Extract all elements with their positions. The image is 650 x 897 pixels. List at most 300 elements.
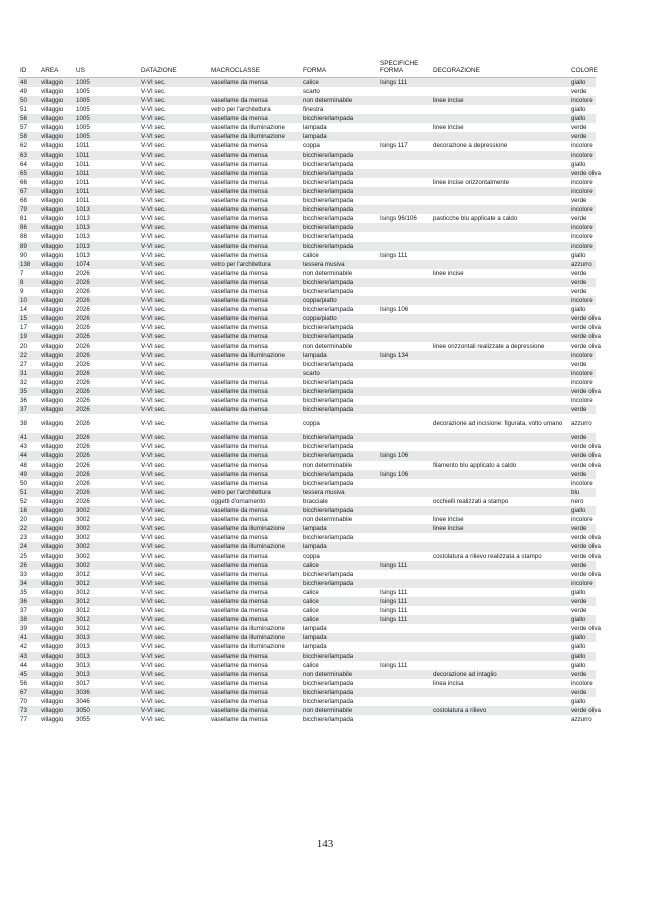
cell-forma: bicchiere/lampada [301, 305, 378, 314]
cell-us: 1005 [74, 77, 139, 87]
table-row [18, 351, 596, 360]
cell-macroclasse: vasellame da mensa [209, 688, 301, 697]
table-row [18, 461, 596, 470]
table-row [18, 442, 596, 451]
cell-id: 34 [18, 579, 39, 588]
cell-macroclasse: vasellame da illuminazione [209, 524, 301, 533]
cell-datazione: V-VI sec. [139, 305, 209, 314]
cell-specifiche-forma [378, 624, 431, 633]
cell-id: 56 [18, 679, 39, 688]
cell-us: 2026 [74, 497, 139, 506]
cell-datazione: V-VI sec. [139, 269, 209, 278]
cell-decorazione [431, 205, 569, 214]
cell-colore: giallo [569, 114, 596, 123]
cell-datazione: V-VI sec. [139, 414, 209, 433]
cell-forma: bicchiere/lampada [301, 688, 378, 697]
cell-area: villaggio [39, 461, 74, 470]
cell-forma: bicchiere/lampada [301, 405, 378, 414]
cell-id: 15 [18, 314, 39, 323]
cell-datazione: V-VI sec. [139, 232, 209, 241]
cell-area: villaggio [39, 697, 74, 706]
table-row [18, 506, 596, 515]
cell-id: 49 [18, 87, 39, 96]
cell-colore: verde oliva [571, 552, 601, 560]
cell-colore: verde [569, 87, 596, 96]
cell-datazione: V-VI sec. [139, 223, 209, 232]
cell-specifiche-forma [378, 242, 431, 251]
table-row [18, 670, 596, 679]
cell-id: 10 [18, 296, 39, 305]
cell-specifiche-forma [378, 132, 431, 141]
cell-specifiche-forma [378, 433, 431, 442]
cell-datazione: V-VI sec. [139, 461, 209, 470]
cell-forma: non determinabile [301, 670, 378, 679]
cell-forma: coppa/piatto [301, 296, 378, 305]
cell-colore: verde oliva [571, 169, 601, 177]
cell-macroclasse: vasellame da mensa [209, 579, 301, 588]
cell-forma: non determinabile [301, 342, 378, 351]
cell-decorazione [431, 160, 569, 169]
cell-macroclasse: vasellame da mensa [209, 697, 301, 706]
cell-decorazione [431, 442, 569, 451]
cell-area: villaggio [39, 305, 74, 314]
cell-forma: bicchiere/lampada [301, 506, 378, 515]
cell-area: villaggio [39, 187, 74, 196]
cell-macroclasse: vasellame da mensa [209, 323, 301, 332]
cell-us: 3013 [74, 670, 139, 679]
cell-id: 64 [18, 160, 39, 169]
cell-specifiche-forma [378, 332, 431, 341]
cell-area: villaggio [39, 251, 74, 260]
cell-decorazione [431, 697, 569, 706]
cell-decorazione [431, 615, 569, 624]
cell-decorazione [431, 242, 569, 251]
cell-macroclasse [209, 87, 301, 96]
cell-datazione: V-VI sec. [139, 77, 209, 87]
cell-specifiche-forma [378, 506, 431, 515]
cell-area: villaggio [39, 351, 74, 360]
cell-us: 1013 [74, 214, 139, 223]
cell-colore: giallo [569, 77, 596, 87]
cell-area: villaggio [39, 606, 74, 615]
cell-specifiche-forma [378, 715, 431, 724]
cell-specifiche-forma [378, 87, 431, 96]
cell-colore: verde [569, 132, 596, 141]
cell-macroclasse: vasellame da mensa [209, 296, 301, 305]
cell-us: 1011 [74, 151, 139, 160]
cell-area: villaggio [39, 588, 74, 597]
cell-specifiche-forma [378, 524, 431, 533]
cell-us: 2026 [74, 369, 139, 378]
cell-forma: calice [301, 606, 378, 615]
cell-specifiche-forma: Isings 106 [378, 305, 431, 314]
table-row [18, 661, 596, 670]
cell-forma: bicchiere/lampada [301, 652, 378, 661]
cell-forma: coppa [301, 414, 378, 433]
cell-datazione: V-VI sec. [139, 642, 209, 651]
cell-us: 1013 [74, 242, 139, 251]
table-row [18, 287, 596, 296]
cell-decorazione [431, 479, 569, 488]
table-row [18, 497, 596, 506]
cell-macroclasse: vasellame da mensa [209, 661, 301, 670]
cell-id: 50 [18, 479, 39, 488]
cell-us: 3050 [74, 706, 139, 715]
cell-id: 20 [18, 515, 39, 524]
cell-datazione: V-VI sec. [139, 87, 209, 96]
cell-macroclasse: vasellame da mensa [209, 433, 301, 442]
cell-area: villaggio [39, 433, 74, 442]
cell-colore: verde oliva [571, 333, 601, 341]
cell-decorazione [431, 77, 569, 87]
cell-macroclasse: vetro per l'architettura [209, 260, 301, 269]
cell-decorazione [431, 642, 569, 651]
cell-colore: giallo [569, 633, 596, 642]
header-area: AREA [39, 60, 74, 77]
cell-us: 1011 [74, 141, 139, 150]
cell-colore: verde oliva [571, 388, 601, 395]
cell-datazione: V-VI sec. [139, 633, 209, 642]
cell-colore: verde [569, 287, 596, 296]
cell-us: 3012 [74, 615, 139, 624]
cell-id: 8 [18, 278, 39, 287]
cell-datazione: V-VI sec. [139, 114, 209, 123]
table-row [18, 387, 596, 396]
cell-datazione: V-VI sec. [139, 205, 209, 214]
cell-decorazione [431, 451, 569, 460]
cell-area: villaggio [39, 196, 74, 205]
cell-macroclasse: vasellame da mensa [209, 652, 301, 661]
cell-datazione: V-VI sec. [139, 260, 209, 269]
cell-us: 2026 [74, 396, 139, 405]
cell-id: 38 [18, 615, 39, 624]
cell-macroclasse: vasellame da mensa [209, 378, 301, 387]
cell-datazione: V-VI sec. [139, 405, 209, 414]
cell-decorazione [431, 369, 569, 378]
table-row [18, 223, 596, 232]
cell-id: 51 [18, 488, 39, 497]
cell-us: 2026 [74, 461, 139, 470]
page-number: 143 [316, 838, 334, 850]
cell-datazione: V-VI sec. [139, 506, 209, 515]
cell-datazione: V-VI sec. [139, 351, 209, 360]
cell-us: 1011 [74, 187, 139, 196]
cell-forma: bracciale [301, 497, 378, 506]
cell-forma: bicchiere/lampada [301, 169, 378, 178]
cell-area: villaggio [39, 278, 74, 287]
cell-forma: bicchiere/lampada [301, 387, 378, 396]
cell-decorazione [431, 132, 569, 141]
cell-colore: verde [569, 606, 596, 615]
cell-datazione: V-VI sec. [139, 697, 209, 706]
table-row [18, 296, 596, 305]
table-row [18, 561, 596, 570]
cell-id: 65 [18, 169, 39, 178]
glass-finds-table [18, 60, 601, 724]
cell-datazione: V-VI sec. [139, 378, 209, 387]
cell-id: 89 [18, 242, 39, 251]
cell-us: 3012 [74, 606, 139, 615]
table-row [18, 205, 596, 214]
cell-us: 1013 [74, 251, 139, 260]
table-row [18, 251, 596, 260]
cell-us: 2026 [74, 269, 139, 278]
cell-forma: bicchiere/lampada [301, 579, 378, 588]
cell-area: villaggio [39, 105, 74, 114]
cell-macroclasse: vasellame da mensa [209, 442, 301, 451]
cell-id: 79 [18, 205, 39, 214]
cell-forma: bicchiere/lampada [301, 214, 378, 223]
cell-id: 57 [18, 123, 39, 132]
cell-colore: incolore [569, 351, 596, 360]
cell-forma: bicchiere/lampada [301, 242, 378, 251]
cell-specifiche-forma [378, 187, 431, 196]
cell-colore: verde [569, 405, 596, 414]
cell-macroclasse: vasellame da mensa [209, 269, 301, 278]
cell-id: 67 [18, 187, 39, 196]
table-row [18, 624, 596, 633]
cell-colore: giallo [569, 642, 596, 651]
cell-colore: giallo [569, 105, 596, 114]
cell-colore: verde oliva [571, 443, 601, 451]
cell-area: villaggio [39, 387, 74, 396]
cell-decorazione [431, 151, 569, 160]
cell-colore: giallo [569, 697, 596, 706]
cell-area: villaggio [39, 242, 74, 251]
cell-decorazione [431, 542, 569, 551]
table-row [18, 414, 596, 433]
cell-macroclasse: vasellame da mensa [209, 479, 301, 488]
cell-macroclasse: vasellame da mensa [209, 405, 301, 414]
cell-colore: verde oliva [571, 543, 601, 551]
cell-us: 1011 [74, 196, 139, 205]
cell-decorazione: costolatura a rilievo [431, 706, 569, 715]
header-decorazione: DECORAZIONE [431, 60, 569, 77]
cell-datazione: V-VI sec. [139, 497, 209, 506]
cell-decorazione [431, 223, 569, 232]
cell-specifiche-forma [378, 278, 431, 287]
cell-specifiche-forma [378, 706, 431, 715]
cell-macroclasse: vasellame da mensa [209, 278, 301, 287]
cell-datazione: V-VI sec. [139, 387, 209, 396]
cell-us: 1011 [74, 169, 139, 178]
cell-colore: verde [569, 123, 596, 132]
cell-area: villaggio [39, 533, 74, 542]
cell-forma: lampada [301, 542, 378, 551]
table-row [18, 305, 596, 314]
cell-macroclasse: vasellame da mensa [209, 314, 301, 323]
cell-us: 1011 [74, 178, 139, 187]
cell-datazione: V-VI sec. [139, 123, 209, 132]
cell-datazione: V-VI sec. [139, 615, 209, 624]
table-row [18, 515, 596, 524]
cell-specifiche-forma [378, 670, 431, 679]
table-row [18, 369, 596, 378]
cell-forma: lampada [301, 524, 378, 533]
cell-colore: verde oliva [571, 315, 601, 323]
cell-us: 3013 [74, 661, 139, 670]
cell-id: 38 [18, 414, 39, 433]
cell-specifiche-forma: Isings 111 [378, 615, 431, 624]
header-colore: COLORE [569, 60, 596, 77]
table-row [18, 433, 596, 442]
cell-forma: bicchiere/lampada [301, 287, 378, 296]
cell-id: 36 [18, 396, 39, 405]
cell-area: villaggio [39, 214, 74, 223]
catalog-table-container [18, 60, 601, 724]
cell-colore: giallo [569, 506, 596, 515]
cell-decorazione [431, 351, 569, 360]
cell-area: villaggio [39, 442, 74, 451]
cell-datazione: V-VI sec. [139, 624, 209, 633]
table-row [18, 196, 596, 205]
cell-decorazione [431, 652, 569, 661]
cell-id: 32 [18, 378, 39, 387]
cell-colore: incolore [569, 141, 596, 150]
cell-colore: verde oliva [571, 452, 601, 460]
table-row [18, 105, 596, 114]
cell-decorazione [431, 251, 569, 260]
cell-specifiche-forma [378, 414, 431, 433]
cell-area: villaggio [39, 688, 74, 697]
cell-us: 3013 [74, 633, 139, 642]
cell-specifiche-forma: Isings 111 [378, 597, 431, 606]
cell-datazione: V-VI sec. [139, 488, 209, 497]
cell-forma: tessera musiva [301, 488, 378, 497]
cell-us: 3002 [74, 506, 139, 515]
cell-macroclasse: vasellame da mensa [209, 96, 301, 105]
cell-area: villaggio [39, 314, 74, 323]
cell-macroclasse: vasellame da mensa [209, 305, 301, 314]
cell-macroclasse: vasellame da mensa [209, 606, 301, 615]
cell-area: villaggio [39, 414, 74, 433]
cell-macroclasse: vasellame da illuminazione [209, 633, 301, 642]
cell-macroclasse: vasellame da mensa [209, 461, 301, 470]
cell-specifiche-forma [378, 314, 431, 323]
cell-area: villaggio [39, 670, 74, 679]
cell-macroclasse: vetro per l'architettura [209, 488, 301, 497]
cell-us: 1013 [74, 205, 139, 214]
cell-area: villaggio [39, 597, 74, 606]
cell-colore: verde [569, 524, 596, 533]
cell-datazione: V-VI sec. [139, 160, 209, 169]
cell-macroclasse: vasellame da mensa [209, 570, 301, 579]
cell-macroclasse: vasellame da mensa [209, 151, 301, 160]
cell-us: 2026 [74, 442, 139, 451]
table-row [18, 615, 596, 624]
cell-id: 22 [18, 524, 39, 533]
cell-area: villaggio [39, 633, 74, 642]
cell-area: villaggio [39, 123, 74, 132]
cell-colore: verde [569, 196, 596, 205]
cell-specifiche-forma [378, 461, 431, 470]
table-row [18, 187, 596, 196]
cell-forma: lampada [301, 351, 378, 360]
cell-decorazione [431, 87, 569, 96]
cell-forma: bicchiere/lampada [301, 187, 378, 196]
cell-id: 68 [18, 196, 39, 205]
cell-us: 1013 [74, 223, 139, 232]
table-row [18, 232, 596, 241]
cell-forma: lampada [301, 624, 378, 633]
cell-decorazione [431, 579, 569, 588]
cell-colore: azzurro [569, 414, 596, 433]
cell-datazione: V-VI sec. [139, 342, 209, 351]
cell-datazione: V-VI sec. [139, 196, 209, 205]
cell-us: 1005 [74, 105, 139, 114]
cell-specifiche-forma: Isings 106 [378, 470, 431, 479]
cell-specifiche-forma [378, 105, 431, 114]
cell-colore: verde oliva [571, 534, 601, 542]
header-id: ID [18, 60, 39, 77]
cell-datazione: V-VI sec. [139, 314, 209, 323]
cell-id: 73 [18, 706, 39, 715]
cell-forma: bicchiere/lampada [301, 470, 378, 479]
cell-decorazione [431, 114, 569, 123]
cell-specifiche-forma [378, 642, 431, 651]
cell-macroclasse: vasellame da mensa [209, 515, 301, 524]
table-row [18, 123, 596, 132]
cell-area: villaggio [39, 323, 74, 332]
cell-specifiche-forma: Isings 111 [378, 561, 431, 570]
cell-decorazione [431, 633, 569, 642]
cell-forma: finestra [301, 105, 378, 114]
cell-decorazione [431, 688, 569, 697]
cell-area: villaggio [39, 96, 74, 105]
cell-us: 3046 [74, 697, 139, 706]
cell-specifiche-forma [378, 515, 431, 524]
cell-datazione: V-VI sec. [139, 588, 209, 597]
cell-area: villaggio [39, 342, 74, 351]
cell-decorazione [431, 506, 569, 515]
cell-macroclasse: vasellame da mensa [209, 332, 301, 341]
cell-macroclasse: vasellame da mensa [209, 232, 301, 241]
cell-us: 3002 [74, 542, 139, 551]
cell-macroclasse: vasellame da mensa [209, 77, 301, 87]
cell-us: 2026 [74, 405, 139, 414]
cell-datazione: V-VI sec. [139, 597, 209, 606]
cell-macroclasse: vasellame da illuminazione [209, 132, 301, 141]
cell-id: 24 [18, 542, 39, 551]
cell-decorazione [431, 278, 569, 287]
table-row [18, 679, 596, 688]
cell-area: villaggio [39, 151, 74, 160]
table-row [18, 633, 596, 642]
cell-decorazione [431, 323, 569, 332]
cell-forma: bicchiere/lampada [301, 232, 378, 241]
cell-us: 1005 [74, 132, 139, 141]
cell-decorazione [431, 624, 569, 633]
cell-id: 26 [18, 561, 39, 570]
cell-us: 3002 [74, 524, 139, 533]
cell-macroclasse: vasellame da mensa [209, 342, 301, 351]
table-body [18, 77, 601, 724]
cell-forma: bicchiere/lampada [301, 223, 378, 232]
cell-colore: giallo [569, 160, 596, 169]
cell-id: 138 [18, 260, 39, 269]
table-row [18, 570, 596, 579]
cell-macroclasse: vasellame da mensa [209, 223, 301, 232]
table-row [18, 451, 596, 460]
cell-colore: incolore [569, 178, 596, 187]
cell-area: villaggio [39, 488, 74, 497]
cell-area: villaggio [39, 141, 74, 150]
cell-us: 2026 [74, 433, 139, 442]
cell-colore: incolore [569, 223, 596, 232]
cell-us: 2026 [74, 451, 139, 460]
cell-area: villaggio [39, 561, 74, 570]
cell-specifiche-forma [378, 360, 431, 369]
